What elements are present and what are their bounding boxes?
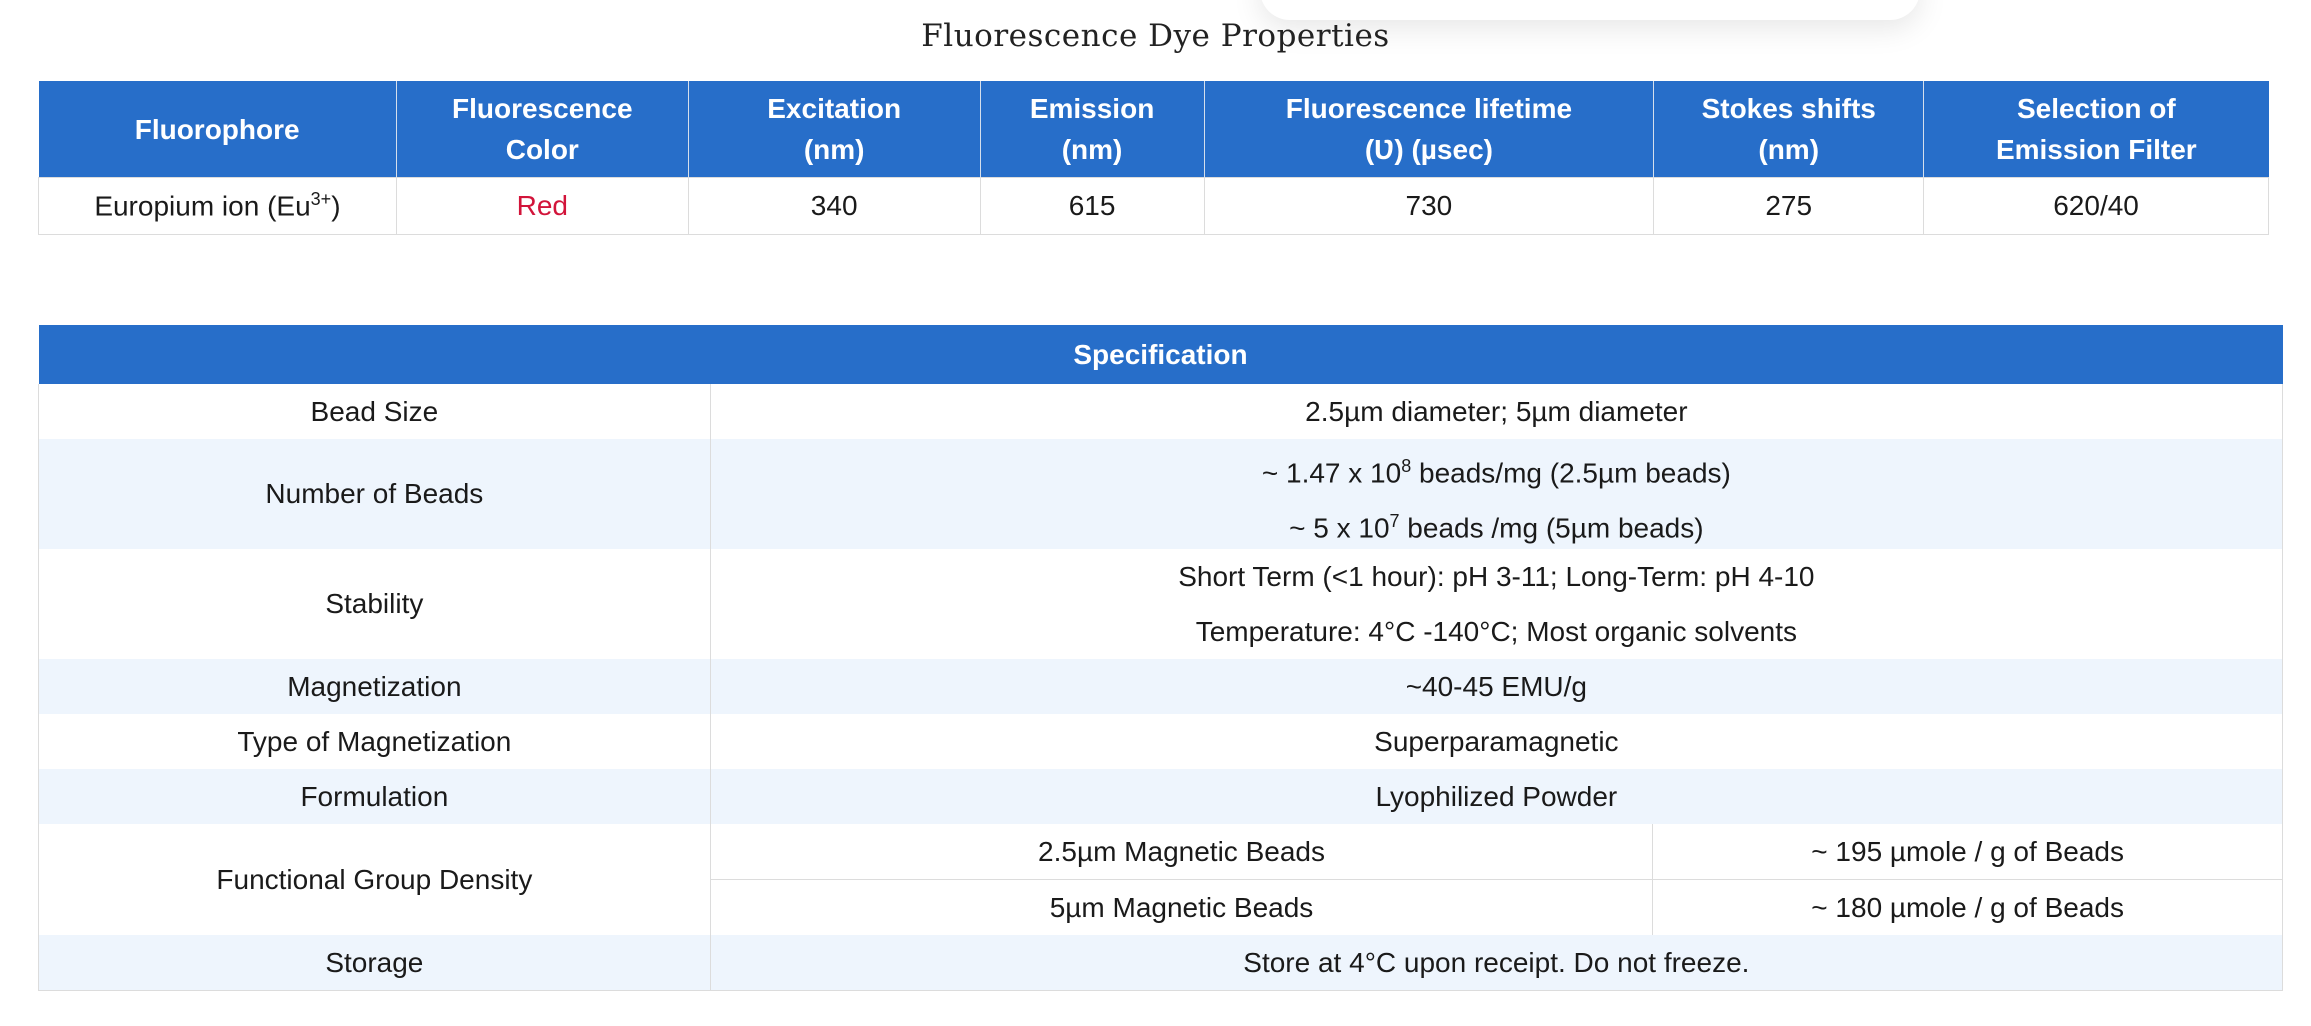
spec-label: Type of Magnetization (39, 714, 711, 769)
spec-value: 2.5µm diameter; 5µm diameter (710, 384, 2282, 439)
spec-subvalue: ~ 180 µmole / g of Beads (1653, 880, 2283, 936)
header-lifetime: Fluorescence lifetime (Ʋ) (µsec) (1204, 81, 1654, 178)
decorative-shadow (1260, 0, 1920, 20)
specification-table (38, 325, 2283, 991)
spec-subvalue: 2.5µm Magnetic Beads (710, 824, 1653, 880)
specification-header: Specification (39, 325, 2283, 384)
spec-row-functional-group-density (39, 824, 2283, 880)
header-stokes-shifts: Stokes shifts (nm) (1654, 81, 1924, 178)
cell-color: Red (396, 178, 688, 235)
spec-label: Magnetization (39, 659, 711, 714)
spec-label: Storage (39, 935, 711, 991)
dye-table-title: Fluorescence Dye Properties (921, 18, 1390, 54)
spec-row-stability (39, 549, 2283, 659)
spec-label: Bead Size (39, 384, 711, 439)
header-excitation: Excitation (nm) (688, 81, 980, 178)
dye-properties-table (38, 81, 2269, 235)
spec-label: Functional Group Density (39, 824, 711, 935)
spec-value: Lyophilized Powder (710, 769, 2282, 824)
spec-row-bead-size (39, 384, 2283, 439)
header-fluorescence-color: Fluorescence Color (396, 81, 688, 178)
spec-subvalue: ~ 195 µmole / g of Beads (1653, 824, 2283, 880)
spec-label: Formulation (39, 769, 711, 824)
spec-row-formulation (39, 769, 2283, 824)
spec-value: Store at 4°C upon receipt. Do not freeze. (710, 935, 2282, 991)
spec-value: Short Term (<1 hour): pH 3-11; Long-Term: pH 4-10 Temperature: 4°C -140°C; Most organic solvents (710, 549, 2282, 659)
dye-header-row (39, 81, 2269, 178)
header-emission-filter: Selection of Emission Filter (1924, 81, 2269, 178)
spec-label: Number of Beads (39, 439, 711, 549)
cell-stokes: 275 (1654, 178, 1924, 235)
spec-subvalue: 5µm Magnetic Beads (710, 880, 1653, 936)
header-emission: Emission (nm) (980, 81, 1204, 178)
spec-row-storage (39, 935, 2283, 991)
cell-lifetime: 730 (1204, 178, 1654, 235)
spec-value: ~40-45 EMU/g (710, 659, 2282, 714)
cell-excitation: 340 (688, 178, 980, 235)
spec-row-magnetization (39, 659, 2283, 714)
cell-filter: 620/40 (1924, 178, 2269, 235)
spec-row-number-of-beads (39, 439, 2283, 549)
spec-value: Superparamagnetic (710, 714, 2282, 769)
cell-fluorophore: Europium ion $(Eu^{3+})$ (39, 178, 397, 235)
cell-emission: 615 (980, 178, 1204, 235)
spec-label: Stability (39, 549, 711, 659)
header-fluorophore: Fluorophore (39, 81, 397, 178)
spec-value: ~ 1.47 x $10^8$ beads/mg (2.5µm beads) ~ 5 x $10^7$ beads /mg (5µm beads) (710, 439, 2282, 549)
table-row (39, 178, 2269, 235)
spec-row-type-of-magnetization (39, 714, 2283, 769)
